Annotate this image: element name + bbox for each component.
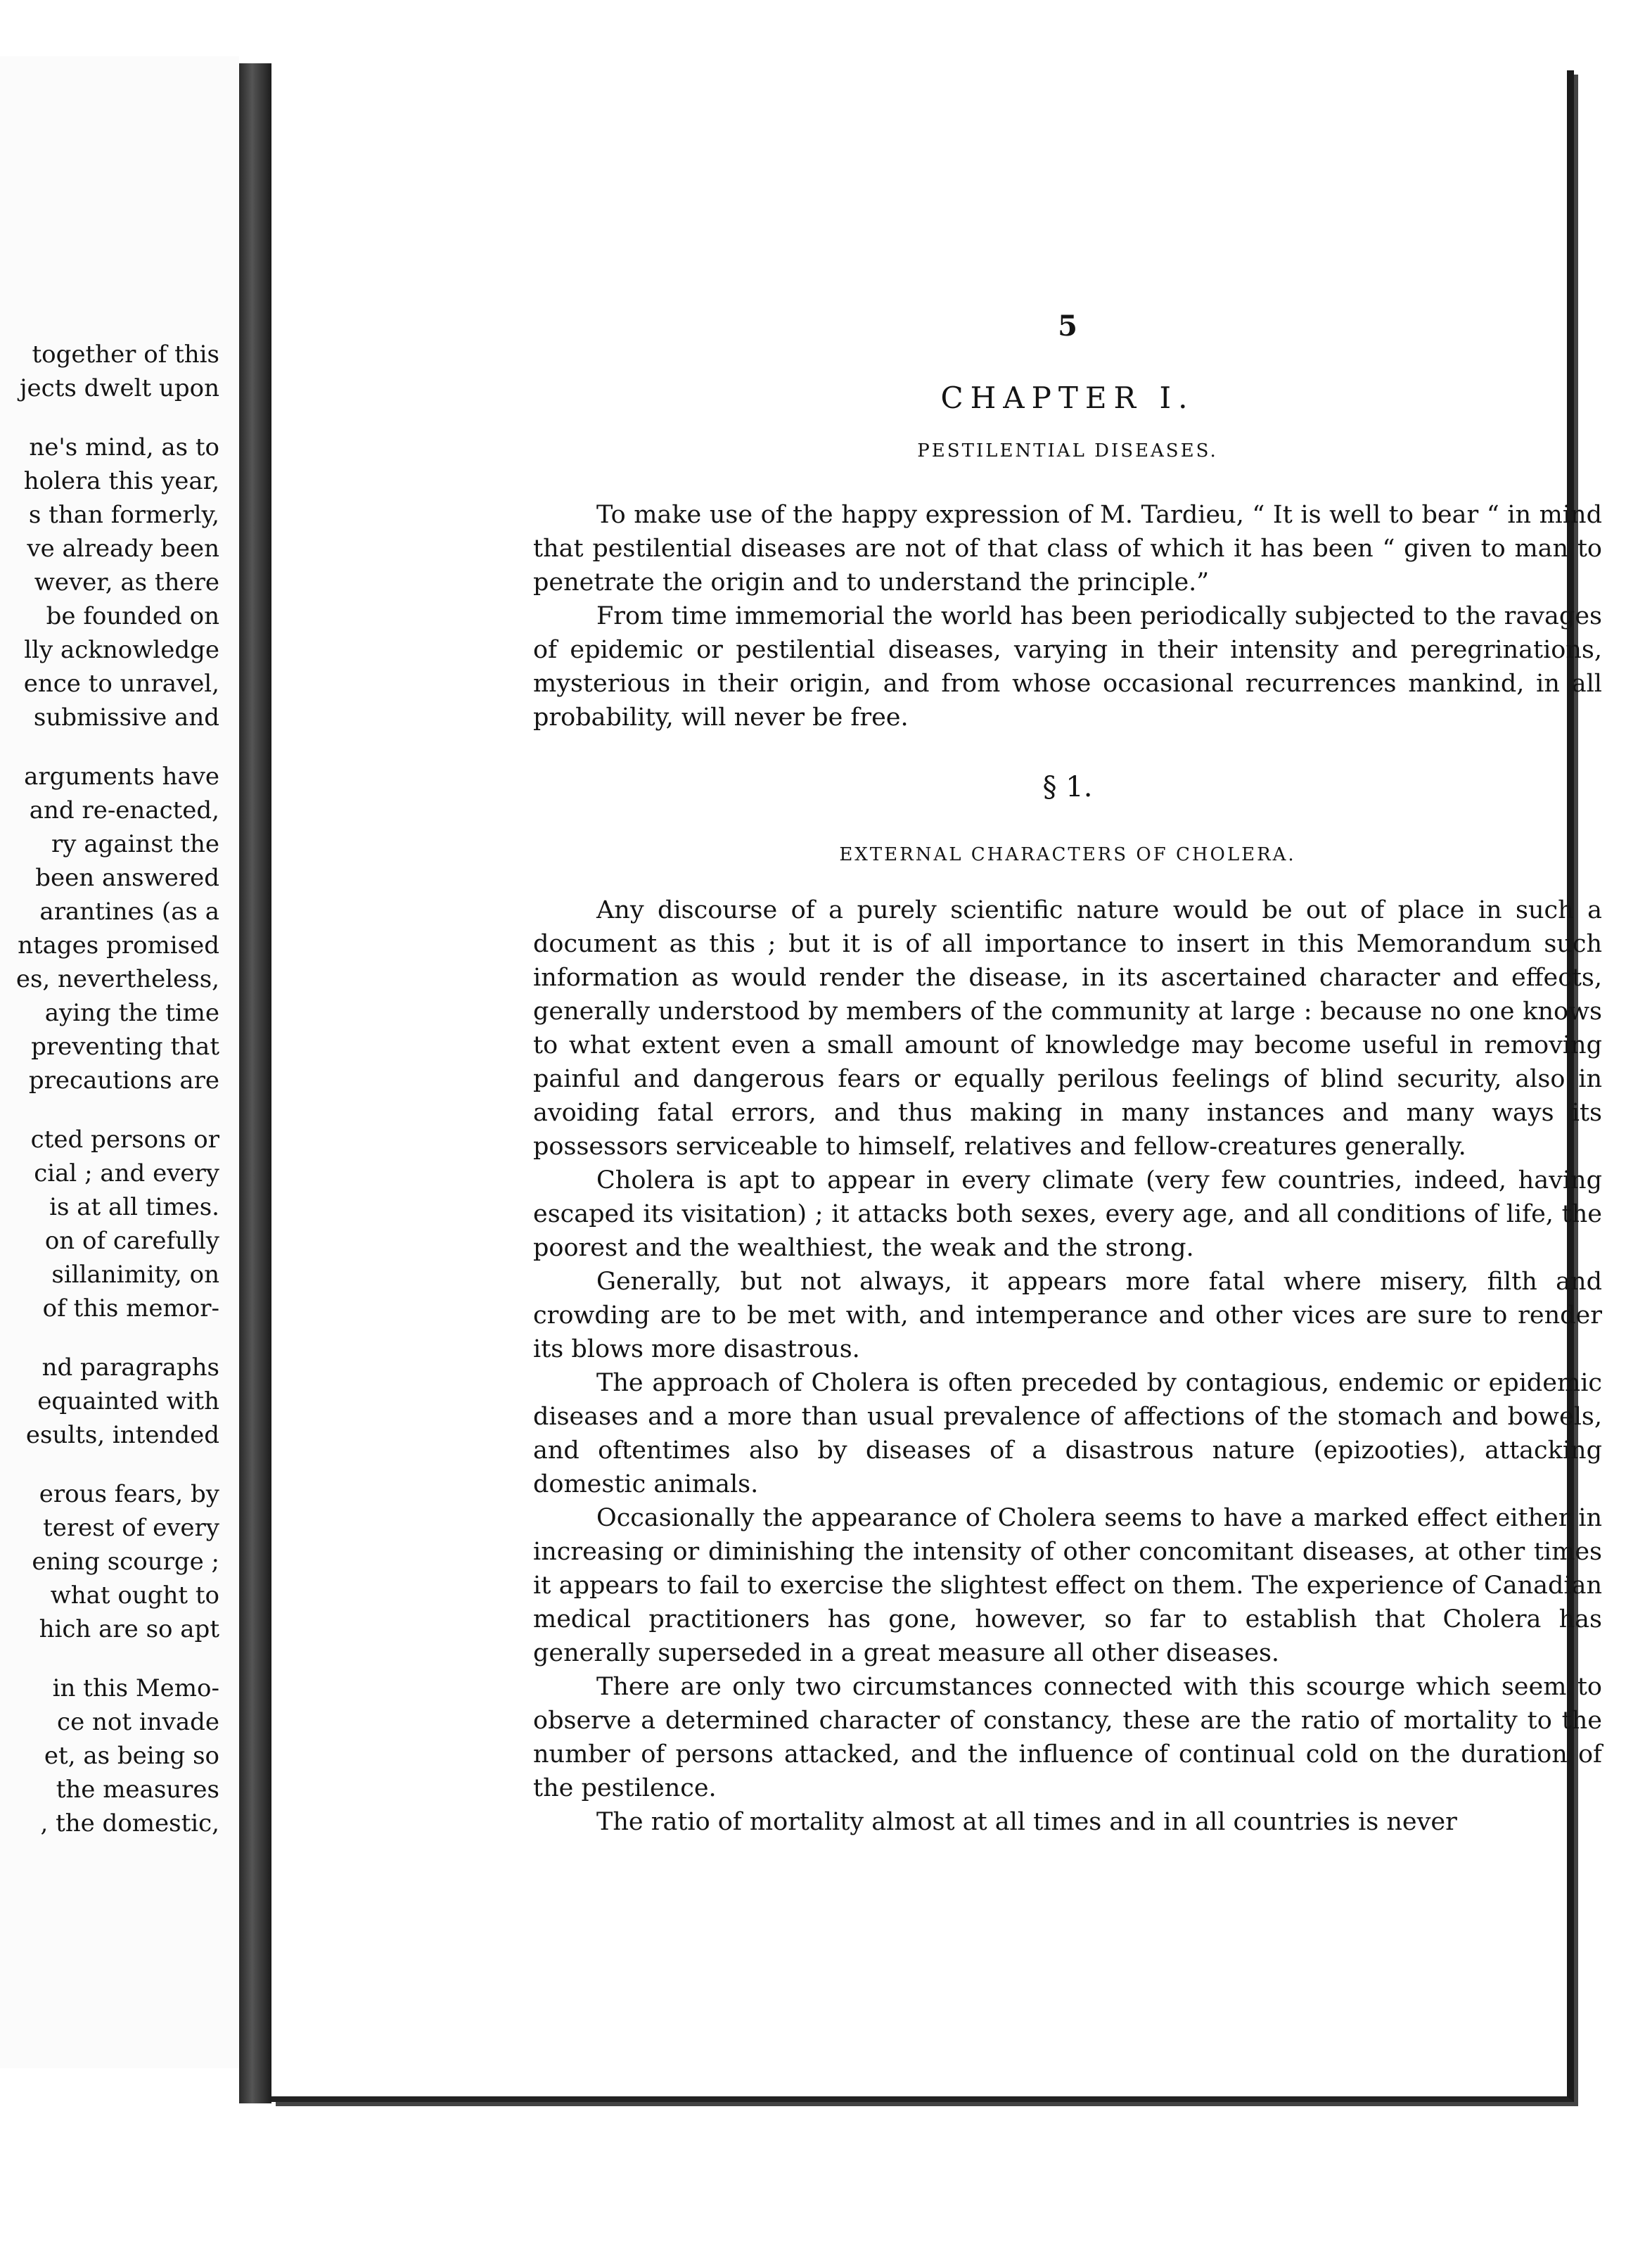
left-page-line: ve already been — [27, 535, 219, 563]
intro-paragraph: From time immemorial the world has been periodically subjected to the ravages of epidemic or pestilential diseases, varying in their intensity and peregrinations, mysterious in their origin, and from whose occasional recurrences mankind, in all probability, will never be free. — [533, 602, 1602, 732]
left-page-line: ce not invade — [57, 1708, 219, 1736]
left-page-line: ence to unravel, — [23, 670, 219, 698]
left-page-line: is at all times. — [49, 1193, 219, 1221]
left-page-line — [16, 1325, 219, 1351]
left-page-line — [16, 405, 219, 431]
left-page-line: together of this — [32, 340, 219, 369]
left-page-line — [16, 1452, 219, 1477]
body-paragraph: Generally, but not always, it appears more fatal where misery, filth and crowding are to be met with, and intemperance and other vices are sure to render its blows more disastrous. — [533, 1268, 1602, 1363]
body-paragraph: The ratio of mortality almost at all times and in all countries is never — [596, 1808, 1457, 1836]
left-page-line: ntages promised — [18, 931, 219, 960]
page-content — [533, 310, 1602, 1839]
left-page-line: and re-enacted, — [29, 796, 219, 824]
left-page-line: cted persons or — [30, 1126, 219, 1154]
left-page-line: esults, intended — [25, 1421, 219, 1449]
left-page-line: hich are so apt — [39, 1615, 219, 1643]
left-page-line: precautions are — [28, 1066, 219, 1095]
left-page-line — [16, 1097, 219, 1123]
chapter-subtitle: PESTILENTIAL DISEASES. — [917, 440, 1218, 461]
left-page-line: ne's mind, as to — [29, 433, 219, 461]
left-page-line: holera this year, — [23, 467, 219, 495]
right-page — [271, 70, 1602, 2102]
left-page-line: wever, as there — [34, 568, 219, 597]
body-paragraph: Any discourse of a purely scientific nature would be out of place in such a document as this ; but it is of all importance to insert in this Memorandum such information as would render the disease, in its ascertained character and effects, generally understood by members of the community at large : because no one knows to what extent even a small amount of knowledge may become useful in removing painful and dangerous fears or equally perilous feelings of blind security, also in avoiding fatal errors, and thus making in many instances and many ways its possessors serviceable to himself, relatives and fellow-creatures generally. — [533, 896, 1602, 1161]
left-page-line: ening scourge ; — [32, 1548, 219, 1576]
left-page-text — [16, 338, 219, 1840]
left-page-line — [16, 1646, 219, 1671]
left-page-line: et, as being so — [44, 1742, 219, 1770]
left-page-line: , the domestic, — [40, 1809, 219, 1837]
body-paragraph: There are only two circumstances connected with this scourge which seem to observe a determined character of constancy, these are the ratio of mortality to the number of persons attacked, and the influence of continual cold on the duration of the pestilence. — [533, 1673, 1602, 1802]
left-page-line: cial ; and every — [34, 1159, 219, 1187]
left-page-line: sillanimity, on — [51, 1261, 219, 1289]
left-page-line: equainted with — [37, 1387, 219, 1415]
left-page-line: arguments have — [24, 763, 219, 791]
left-page-line: of this memor- — [42, 1294, 219, 1323]
page-number: 5 — [1058, 310, 1077, 343]
left-page-line: s than formerly, — [28, 501, 219, 529]
left-page-line: preventing that — [31, 1033, 219, 1061]
left-page-line: be founded on — [46, 602, 219, 630]
left-page-line: in this Memo- — [52, 1674, 219, 1702]
left-page-line: aying the time — [44, 999, 219, 1027]
section-mark: § 1. — [1042, 771, 1093, 803]
left-page-line: nd paragraphs — [41, 1353, 219, 1382]
body-paragraph: The approach of Cholera is often preceded by contagious, endemic or epidemic diseases and a more than usual prevalence of affections of the stomach and bowels, and oftentimes also by diseases of a disastrous nature (epizooties), attacking domestic animals. — [533, 1369, 1602, 1498]
book-gutter — [239, 63, 271, 2103]
chapter-heading: CHAPTER I. — [940, 381, 1195, 415]
left-page-line: on of carefully — [44, 1227, 219, 1255]
left-page-line: terest of every — [43, 1514, 219, 1542]
left-page-line: erous fears, by — [39, 1480, 219, 1508]
body-paragraph: Occasionally the appearance of Cholera seems to have a marked effect either in increasing or diminishing the intensity of other concomitant diseases, at other times it appears to fail to exercise the slightest effect on them. The experience of Canadian medical practitioners has gone, however, so far to establish that Cholera has generally superseded in a great measure all other diseases. — [533, 1504, 1602, 1667]
left-page-line: been answered — [35, 864, 219, 892]
left-page-line: lly acknowledge — [24, 636, 219, 664]
left-page-line: jects dwelt upon — [20, 374, 219, 402]
left-page-line: es, nevertheless, — [15, 965, 219, 993]
left-page-line: arantines (as a — [39, 898, 219, 926]
section-title: EXTERNAL CHARACTERS OF CHOLERA. — [839, 844, 1296, 865]
left-page-line: the measures — [56, 1776, 219, 1804]
body-paragraph: Cholera is apt to appear in every climate (very few countries, indeed, having escaped its visitation) ; it attacks both sexes, every age, and all conditions of life, the poorest and the wealthiest, the weak and the strong. — [533, 1166, 1602, 1262]
intro-paragraph: To make use of the happy expression of M. Tardieu, “ It is well to bear “ in mind that pestilential diseases are not of that class of which it has been “ given to man to penetrate the origin and to understand the principle.” — [533, 501, 1602, 597]
left-page-line: ry against the — [51, 830, 219, 858]
left-page-line: submissive and — [33, 703, 219, 732]
left-page-line — [16, 734, 219, 760]
left-page-line: what ought to — [50, 1581, 219, 1610]
left-facing-page — [0, 56, 239, 2068]
